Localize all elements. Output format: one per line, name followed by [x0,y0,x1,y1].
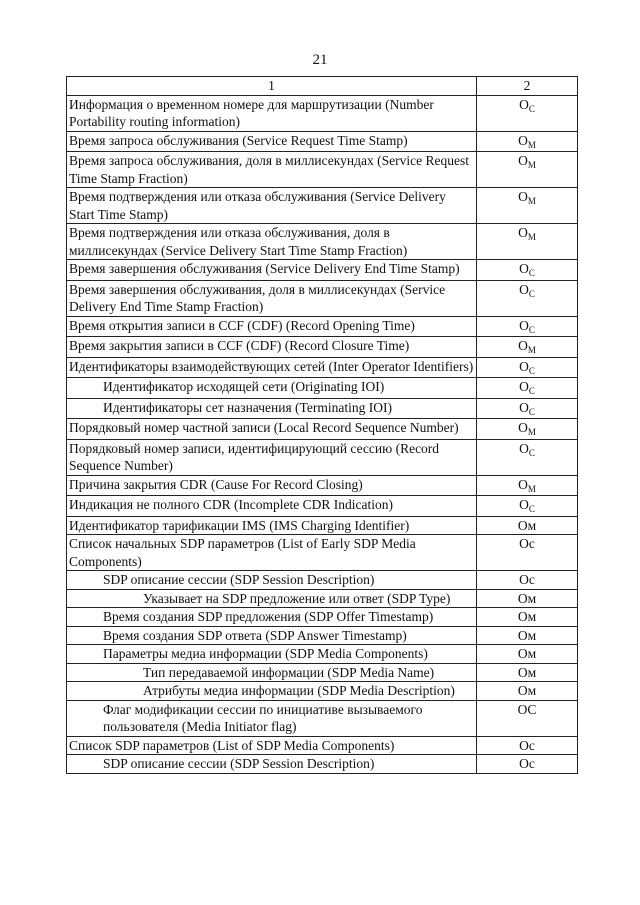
category-code: Ом [517,609,537,624]
table-row [67,95,578,131]
parameter-name-cell: Идентификаторы сет назначения (Terminating IOI) [67,398,477,419]
category-code: OC [517,701,537,717]
parameter-category-cell [477,663,578,682]
category-code: Ос [519,737,535,753]
category-subscript: C [528,288,535,299]
parameter-name-cell: Время подтверждения или отказа обслуживания, доля в миллисекундах (Service Delivery Start Time Stamp Fraction) [67,224,477,260]
table-row [67,608,578,627]
parameter-category-cell [477,337,578,358]
parameter-name-cell: Время открытия записи в CCF (CDF) (Record Opening Time) [67,316,477,337]
category-code: O [518,225,528,240]
parameter-category-cell [477,645,578,664]
table-row [67,337,578,358]
category-code: Ом [517,683,537,698]
category-code: Ом [517,627,537,643]
table-row [67,736,578,755]
parameter-name-cell: Время завершения обслуживания, доля в миллисекундах (Service Delivery End Time Stamp Fraction) [67,280,477,316]
table-row [67,496,578,517]
parameter-name-cell: Список SDP параметров (List of SDP Media Components) [67,736,477,755]
category-code: O [519,358,529,374]
parameter-category-cell [477,378,578,399]
category-code: O [518,420,528,435]
table-row [67,700,578,736]
category-subscript: C [528,268,535,278]
parameter-category-cell [477,571,578,590]
table-header-row [67,77,578,96]
table-row [67,516,578,535]
parameter-category-cell [477,589,578,608]
table-row [67,316,578,337]
column-header-2: 2 [477,77,578,96]
parameter-category-cell [477,131,578,152]
category-code: O [519,317,529,333]
parameter-category-cell [477,95,578,131]
category-code: O [518,476,528,492]
parameter-category-cell [477,682,578,701]
category-code: O [519,440,529,456]
category-subscript: C [528,103,535,114]
parameter-name-cell: Время запроса обслуживания, доля в миллисекундах (Service Request Time Stamp Fraction) [67,152,477,188]
parameter-name-cell: Время запроса обслуживания (Service Request Time Stamp) [67,131,477,152]
table-row [67,260,578,281]
parameter-category-cell [477,188,578,224]
parameter-name-cell: SDP описание сессии (SDP Session Description) [67,571,477,590]
page-number: 21 [312,52,328,68]
parameter-category-cell [477,755,578,774]
parameter-category-cell [477,626,578,645]
category-subscript: M [527,160,536,170]
category-code: O [518,153,528,168]
category-subscript: M [527,427,536,437]
parameter-category-cell [477,475,578,496]
category-subscript: C [528,504,535,514]
parameter-name-cell: Атрибуты медиа информации (SDP Media Description) [67,682,477,701]
category-code: Ом [517,517,537,533]
table-row [67,419,578,440]
category-code: Ом [517,646,537,661]
category-code: Ом [517,664,537,680]
category-subscript: C [528,386,535,396]
parameter-name-cell: Причина закрытия CDR (Cause For Record Closing) [67,475,477,496]
parameter-category-cell [477,152,578,188]
parameter-category-cell [477,700,578,736]
category-subscript: M [527,232,536,242]
table-row [67,224,578,260]
category-code: O [518,338,528,353]
parameter-name-cell: Время завершения обслуживания (Service Delivery End Time Stamp) [67,260,477,281]
parameter-category-cell [477,516,578,535]
parameter-name-cell: Порядковый номер записи, идентифицирующий сессию (Record Sequence Number) [67,439,477,475]
parameter-name-cell: Время создания SDP ответа (SDP Answer Timestamp) [67,626,477,645]
table-row [67,589,578,608]
category-subscript: M [527,345,536,355]
table-row [67,475,578,496]
parameter-name-cell: Время подтверждения или отказа обслуживания (Service Delivery Start Time Stamp) [67,188,477,224]
category-subscript: C [528,447,535,458]
category-subscript: M [527,483,536,494]
table-row [67,645,578,664]
parameter-category-cell [477,736,578,755]
parameter-name-cell: SDP описание сессии (SDP Session Description) [67,755,477,774]
table-row [67,131,578,152]
parameter-name-cell: Параметры медиа информации (SDP Media Components) [67,645,477,664]
parameter-name-cell: Указывает на SDP предложение или ответ (SDP Type) [67,589,477,608]
category-code: O [519,281,529,297]
table-row [67,755,578,774]
column-header-1: 1 [67,77,477,96]
parameter-category-cell [477,260,578,281]
table-row [67,188,578,224]
parameter-name-cell: Идентификатор тарификации IMS (IMS Charging Identifier) [67,516,477,535]
parameter-category-cell [477,496,578,517]
parameter-name-cell: Информация о временном номере для маршрутизации (Number Portability routing information) [67,95,477,131]
table-row [67,535,578,571]
parameter-name-cell: Индикация не полного CDR (Incomplete CDR Indication) [67,496,477,517]
parameter-category-cell [477,224,578,260]
table-row [67,439,578,475]
parameter-category-cell [477,535,578,571]
category-code: O [518,132,528,148]
parameter-category-cell [477,398,578,419]
parameter-name-cell: Флаг модификации сессии по инициативе вызываемого пользователя (Media Initiator flag) [67,700,477,736]
parameter-name-cell: Идентификаторы взаимодействующих сетей (Inter Operator Identifiers) [67,357,477,378]
table-row [67,357,578,378]
category-subscript: C [528,324,535,335]
table-row [67,626,578,645]
parameter-name-cell: Порядковый номер частной записи (Local Record Sequence Number) [67,419,477,440]
category-subscript: M [527,196,536,206]
parameter-category-cell [477,280,578,316]
category-code: O [519,497,529,512]
category-code: Ос [519,536,535,551]
table-row [67,398,578,419]
table-row [67,571,578,590]
table-row [67,152,578,188]
category-code: O [519,261,529,276]
category-subscript: C [528,406,535,417]
category-code: O [519,379,529,394]
category-code: O [519,399,529,415]
parameter-category-cell [477,608,578,627]
category-subscript: M [527,139,536,150]
parameter-name-cell: Идентификатор исходящей сети (Originating IOI) [67,378,477,399]
category-code: Ом [517,590,537,606]
category-code: Ос [519,572,535,587]
table-row [67,682,578,701]
parameter-category-cell [477,439,578,475]
parameters-table [66,76,578,774]
category-code: Ос [519,756,535,771]
table-row [67,378,578,399]
category-code: O [518,189,528,204]
parameter-name-cell: Список начальных SDP параметров (List of Early SDP Media Components) [67,535,477,571]
parameter-name-cell: Тип передаваемой информации (SDP Media Name) [67,663,477,682]
table-row [67,280,578,316]
parameter-category-cell [477,316,578,337]
parameter-name-cell: Время закрытия записи в CCF (CDF) (Record Closure Time) [67,337,477,358]
parameter-category-cell [477,357,578,378]
category-subscript: C [528,365,535,376]
table-row [67,663,578,682]
parameter-name-cell: Время создания SDP предложения (SDP Offer Timestamp) [67,608,477,627]
parameter-category-cell [477,419,578,440]
category-code: O [519,96,529,112]
